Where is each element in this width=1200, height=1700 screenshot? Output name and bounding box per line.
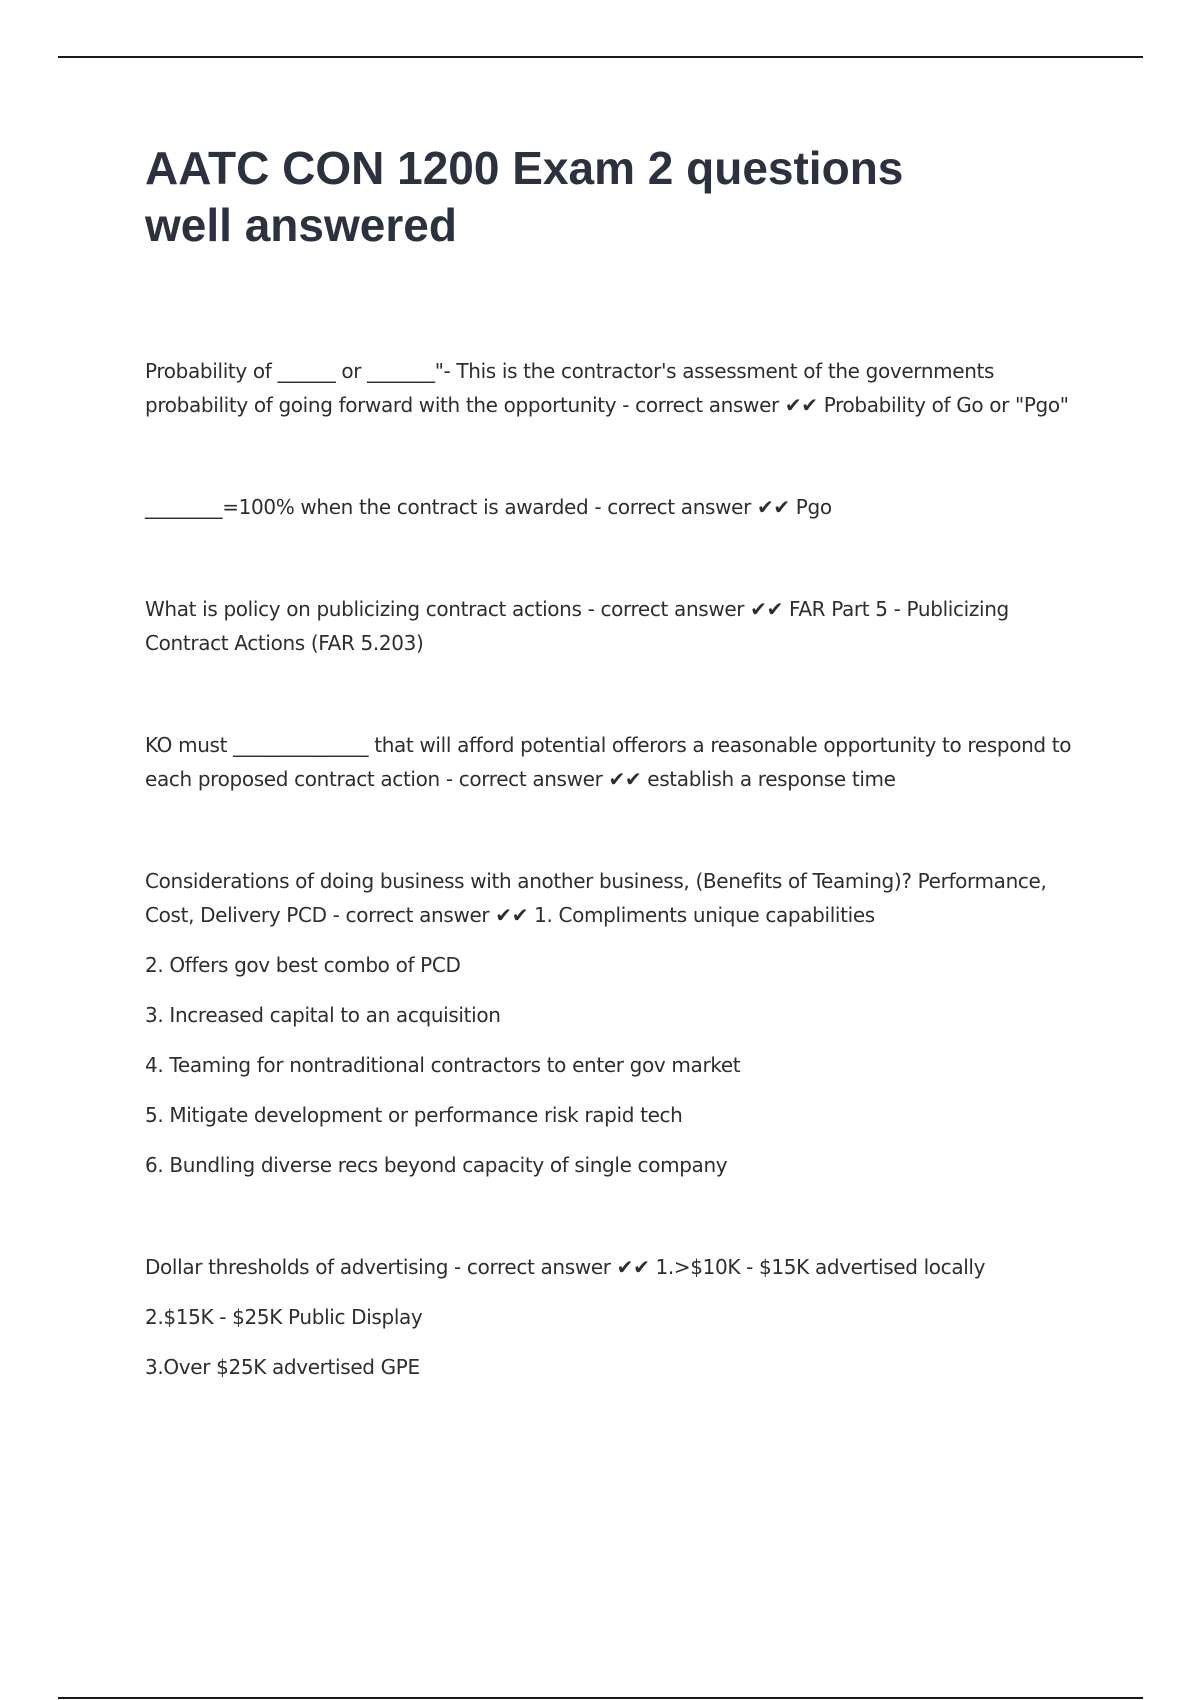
qa-list-item: 5. Mitigate development or performance risk rapid tech: [145, 1103, 683, 1127]
qa-text: What is policy on publicizing contract actions - correct answer ✔✔ FAR Part 5 - Publicizing Contract Actions (FAR 5.203): [145, 597, 1009, 655]
title-line-2: well answered: [145, 199, 457, 251]
qa-text: KO must ______________ that will afford potential offerors a reasonable opportunity to respond to each proposed contract action - correct answer ✔✔ establish a response time: [145, 733, 1072, 791]
document-body: [145, 140, 1085, 1452]
qa-text: Dollar thresholds of advertising - correct answer ✔✔ 1.>$10K - $15K advertised locally: [145, 1255, 986, 1279]
qa-list-item: 6. Bundling diverse recs beyond capacity of single company: [145, 1153, 728, 1177]
footer-rule: [58, 1697, 1143, 1699]
qa-text: ________=100% when the contract is awarded - correct answer ✔✔ Pgo: [145, 495, 832, 519]
qa-item: [145, 864, 1085, 1182]
qa-list-item: 3. Increased capital to an acquisition: [145, 1003, 501, 1027]
qa-text: Probability of ______ or _______"- This is the contractor's assessment of the governments probability of going forward with the opportunity - correct answer ✔✔ Probability of Go or "Pgo": [145, 359, 1069, 417]
qa-item: [145, 354, 1085, 422]
qa-item: [145, 592, 1085, 660]
header-rule: [58, 56, 1143, 58]
qa-item: [145, 1250, 1085, 1384]
qa-list-item: 3.Over $25K advertised GPE: [145, 1355, 420, 1379]
qa-text: Considerations of doing business with another business, (Benefits of Teaming)? Performance, Cost, Delivery PCD - correct answer ✔✔ 1. Compliments unique capabilities: [145, 869, 1047, 927]
qa-item: [145, 490, 1085, 524]
qa-list-item: 2.$15K - $25K Public Display: [145, 1305, 423, 1329]
qa-list-item: 4. Teaming for nontraditional contractors to enter gov market: [145, 1053, 741, 1077]
title-line-1: AATC CON 1200 Exam 2 questions: [145, 142, 904, 194]
page-title: [145, 140, 1085, 254]
qa-item: [145, 728, 1085, 796]
qa-list-item: 2. Offers gov best combo of PCD: [145, 953, 461, 977]
qa-list: [145, 354, 1085, 1384]
